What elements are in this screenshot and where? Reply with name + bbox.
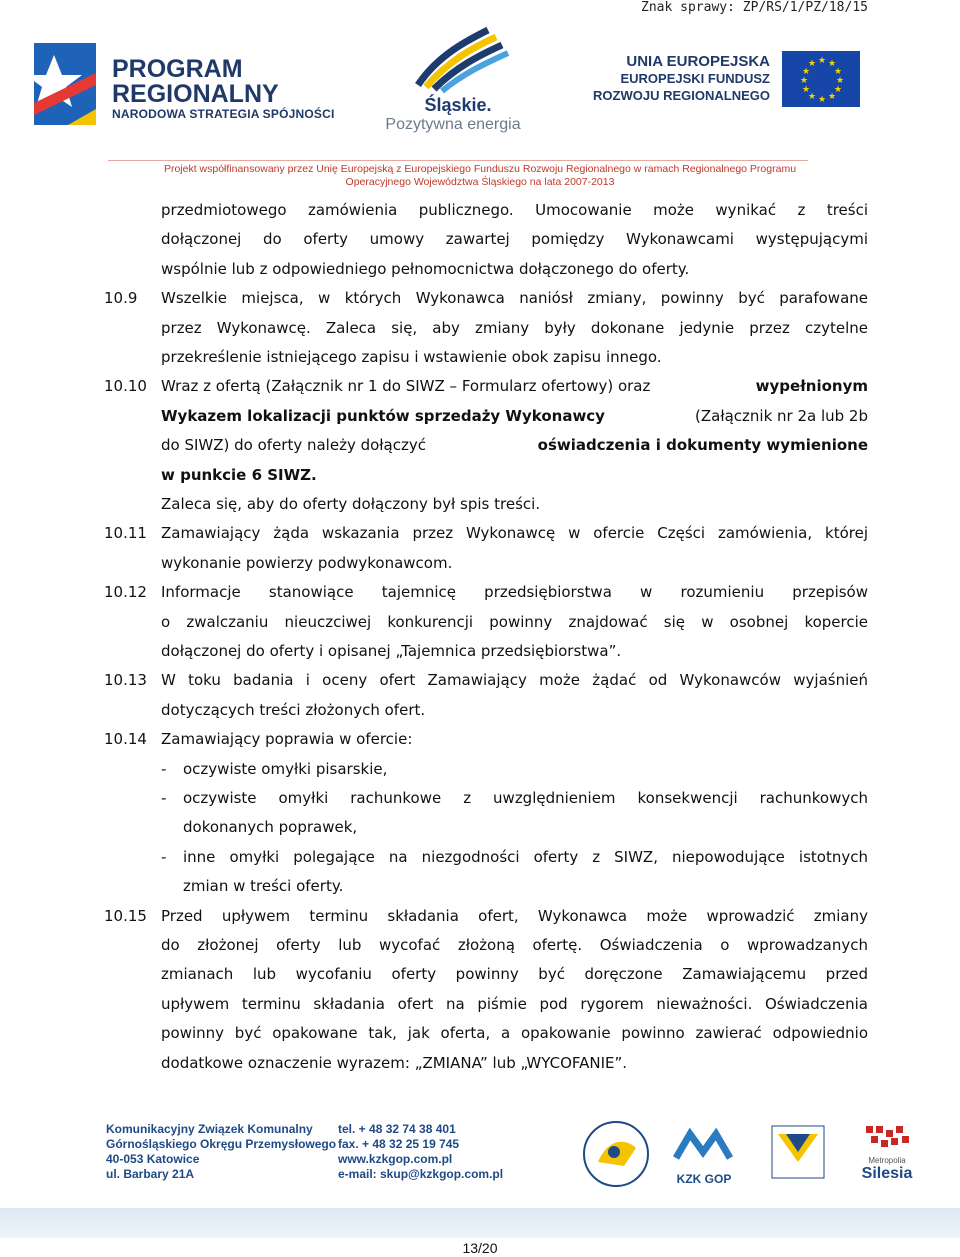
page-number: 13/20: [462, 1240, 498, 1256]
list-item: oczywiste omyłki rachunkowe z uwzględnieniem konsekwencji rachunkowych: [183, 789, 868, 807]
svg-text:★: ★: [828, 92, 837, 102]
list-dash: -: [161, 789, 167, 807]
kzk-address: Komunikacyjny Związek Komunalny Górnośląskiego Okręgu Przemysłowego 40-053 Katowice ul. Barbary 21A: [106, 1122, 337, 1181]
section-number: 10.9: [104, 289, 138, 308]
kzkgop-logo: KZK GOP: [672, 1124, 736, 1186]
footer: [0, 1110, 960, 1200]
svg-text:★: ★: [836, 76, 845, 86]
text-line: zmianach lub wycofaniu oferty powinny być doręczone Zamawiającemu przed: [161, 965, 868, 984]
text-line: o zwalczaniu nieuczciwej konkurencji powinny znajdować się w osobnej kopercie: [161, 612, 868, 631]
case-reference: Znak sprawy: ZP/RS/1/PZ/18/15: [641, 0, 868, 15]
text-line: dodatkowe oznaczenie wyrazem: „ZMIANA” lub „WYCOFANIE”.: [161, 1053, 628, 1072]
program-star-icon: [28, 33, 108, 133]
text-line: upływem terminu składania ofert na piśmie pod rygorem nieważności. Oświadczenia: [161, 994, 868, 1013]
text-line: wspólnie lub z odpowiedniego pełnomocnictwa dołączonego do oferty.: [161, 259, 690, 278]
eu-flag-icon: [782, 51, 860, 107]
slaskie-logo: [378, 25, 538, 143]
svg-text:★: ★: [828, 59, 837, 69]
svg-text:★: ★: [802, 85, 811, 95]
silesian-union-logo-icon: [770, 1124, 826, 1180]
program-regionalny-logo: [28, 33, 338, 143]
text-line: przedmiotowego zamówienia publicznego. Umocowanie może wynikać z treści: [161, 201, 868, 219]
text-line: Zamawiający poprawia w ofercie:: [161, 730, 413, 749]
text-line: powinny być opakowane tak, jak oferta, a opakowanie powinno zawierać odpowiednio: [161, 1024, 868, 1043]
slaska-karta-logo-icon: [580, 1118, 652, 1190]
text-line: wykonanie powierzy podwykonawcom.: [161, 553, 453, 572]
eu-text: UNIA EUROPEJSKA EUROPEJSKI FUNDUSZ ROZWOJU REGIONALNEGO: [593, 53, 770, 103]
list-item: inne omyłki polegające na niezgodności oferty z SIWZ, niepowodujące istotnych: [183, 847, 868, 866]
text-line: zmian w treści oferty.: [183, 877, 344, 896]
svg-text:★: ★: [808, 92, 817, 102]
text-line: dokonanych poprawek,: [183, 818, 358, 837]
section-number: 10.11: [104, 524, 147, 543]
text-line: Zaleca się, aby do oferty dołączony był spis treści.: [161, 495, 541, 513]
text-line: w punkcie 6 SIWZ.: [161, 465, 317, 484]
text-line: dołączonej do oferty umowy zawartej pomiędzy Wykonawcami występującymi: [161, 230, 868, 249]
text-line: Wraz z ofertą (Załącznik nr 1 do SIWZ – Formularz ofertowy) oraz wypełnionym: [161, 377, 868, 396]
text-line: do złożonej oferty lub wycofać złożoną ofertę. Oświadczenia o wprowadzanych: [161, 936, 868, 954]
svg-text:★: ★: [818, 95, 827, 105]
text-line: Wszelkie miejsca, w których Wykonawca naniósł zmiany, powinny być parafowane: [161, 289, 868, 308]
slaskie-tagline: Pozytywna energia: [385, 116, 521, 133]
section-number: 10.15: [104, 906, 147, 925]
svg-text:★: ★: [802, 67, 811, 77]
metropolia-grid-icon: [862, 1122, 912, 1152]
slaskie-name: Śląskie.: [424, 95, 492, 115]
slaskie-swoosh-icon: [378, 25, 528, 95]
kzk-contact: tel. + 48 32 74 38 401 fax. + 48 32 25 19 745 www.kzkgop.com.pl e-mail: skup@kzkgop.com.pl: [338, 1122, 504, 1181]
text-line: W toku badania i oceny ofert Zamawiający może żądać od Wykonawców wyjaśnień: [161, 671, 868, 690]
text-line: przez Wykonawcę. Zaleca się, aby zmiany były dokonane jedynie przez czytelne: [161, 318, 868, 337]
list-dash: -: [161, 759, 167, 778]
svg-text:★: ★: [818, 56, 827, 66]
svg-text:★: ★: [834, 85, 843, 95]
text-line: do SIWZ) do oferty należy dołączyć oświadczenia i dokumenty wymienione: [161, 436, 868, 455]
text-line: dotyczących treści złożonych ofert.: [161, 700, 426, 719]
kzkgop-wave-icon: [672, 1124, 734, 1168]
header-divider: [108, 160, 808, 161]
text-line: Przed upływem terminu składania ofert, Wykonawca może wprowadzić zmiany: [161, 906, 868, 925]
list-dash: -: [161, 847, 167, 866]
footer-band: [0, 1208, 960, 1238]
list-item: oczywiste omyłki pisarskie,: [183, 759, 388, 778]
program-subtitle: NARODOWA STRATEGIA SPÓJNOŚCI: [112, 107, 335, 121]
section-number: 10.14: [104, 730, 147, 749]
text-line: przekreślenie istniejącego zapisu i wstawienie obok zapisu innego.: [161, 348, 662, 366]
header-logos: [0, 25, 960, 145]
metropolia-silesia-logo: Metropolia Silesia: [852, 1122, 922, 1183]
text-line: dołączonej do oferty i opisanej „Tajemnica przedsiębiorstwa”.: [161, 642, 622, 660]
text-line: Informacje stanowiące tajemnicę przedsiębiorstwa w rozumieniu przepisów: [161, 583, 868, 602]
svg-text:★: ★: [808, 59, 817, 69]
cofinancing-note: Projekt współfinansowany przez Unię Europejską z Europejskiego Funduszu Rozwoju Regionalnego w ramach Regionalnego Programu Operacyjnego Województwa Śląskiego na lata 2007-2013: [163, 163, 797, 188]
program-title: PROGRAM REGIONALNY: [112, 55, 279, 108]
svg-text:★: ★: [800, 76, 809, 86]
eu-logo: [580, 53, 880, 133]
section-number: 10.12: [104, 583, 147, 602]
text-line: Zamawiający żąda wskazania przez Wykonawcę w ofercie Części zamówienia, której: [161, 524, 868, 543]
text-line: Wykazem lokalizacji punktów sprzedaży Wykonawcy (Załącznik nr 2a lub 2b: [161, 406, 868, 425]
svg-text:★: ★: [834, 67, 843, 77]
section-number: 10.10: [104, 377, 147, 396]
section-number: 10.13: [104, 671, 147, 690]
